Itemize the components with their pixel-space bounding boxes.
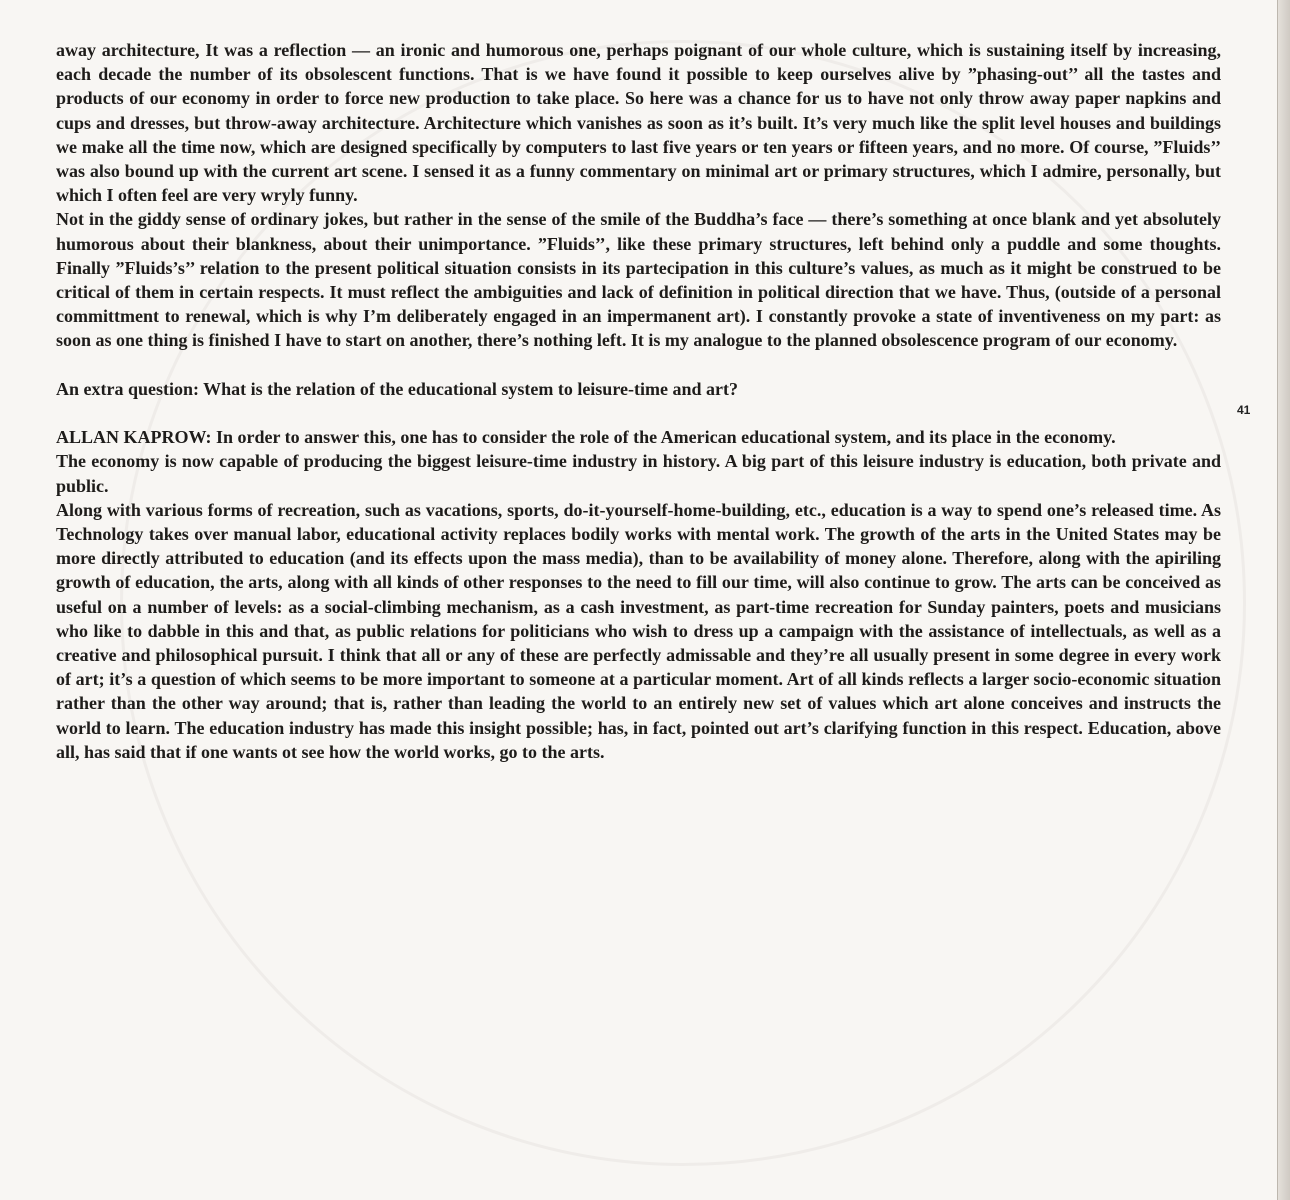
interview-question: An extra question: What is the relation of the educational system to leisure-time and art?	[56, 378, 738, 399]
paragraph-fluids-architecture: away architecture, It was a reflection — an ironic and humorous one, perhaps poignant of our whole culture, which is sustaining itself by increasing, each decade the number of its obsolescent functions. That is we have found it possible to keep ourselves alive by ”phasing-out’’ all the tastes and products of our economy in order to force new production to take place. So here was a chance for us to have not only throw away paper napkins and cups and dresses, but throw-away architecture. Architecture which vanishes as soon as it’s built. It’s very much like the split level houses and buildings we make all the time now, which are designed specifically by computers to last five years or ten years or fifteen years, and no more. Of course, ”Fluids’’ was also bound up with the current art scene. I sensed it as a funny commentary on minimal art or primary structures, which I admire, personally, but which I often feel are very wryly funny.	[56, 40, 1221, 206]
spacer	[56, 353, 1221, 377]
paragraph-fluids-buddha: Not in the giddy sense of ordinary jokes, but rather in the sense of the smile of the Buddha’s face — there’s something at once blank and yet absolutely humorous about their blankness, about their unimportance. ”Fluids’’, like these primary structures, left behind only a puddle and some thoughts. Finally ”Fluids’s’’ relation to the present political situation consists in its partecipation in this culture’s values, as much as it might be construed to be critical of them in certain respects. It must reflect the ambiguities and lack of definition in political direction that we have. Thus, (outside of a personal committment to renewal, which is why I’m deliberately engaged in an impermanent art). I constantly provoke a state of inventiveness on my part: as soon as one thing is finished I have to start on another, there’s nothing left. It is my analogue to the planned obsolescence program of our economy.	[56, 209, 1221, 351]
kaprow-answer: ALLAN KAPROW: In order to answer this, one has to consider the role of the American educational system, and its place in the economy.	[56, 427, 1116, 448]
paragraph-leisure-industry: The economy is now capable of producing the biggest leisure-time industry in history. A big part of this leisure industry is education, both private and public.	[56, 451, 1221, 496]
page-number: 41	[1237, 403, 1251, 417]
paragraph-education-arts: Along with various forms of recreation, such as vacations, sports, do-it-yourself-home-building, etc., education is a way to spend one’s released time. As Technology takes over manual labor, educational activity replaces bodily works with mental work. The growth of the arts in the United States may be more directly attributed to education (and its effects upon the mass media), than to be availability of money alone. Therefore, along with the apiriling growth of education, the arts, along with all kinds of other responses to the need to fill our time, will also continue to grow. The arts can be conceived as useful on a number of levels: as a social-climbing mechanism, as a cash investment, as part-time recreation for Sunday painters, poets and musicians who like to dabble in this and that, as public relations for politicians who wish to dress up a campaign with the assistance of intellectuals, as well as a creative and philosophical pursuit. I think that all or any of these are perfectly admissable and they’re all usually present in some degree in every work of art; it’s a question of which seems to be more important to someone at a particular moment. Art of all kinds reflects a larger socio-economic situation rather than the other way around; that is, rather than leading the world to an entirely new set of values which art alone conceives and instructs the world to learn. The education industry has made this insight possible; has, in fact, pointed out art’s clarifying function in this respect. Education, above all, has said that if one wants ot see how the world works, go to the arts.	[56, 499, 1221, 762]
spacer	[56, 401, 1221, 425]
page-edge	[1277, 0, 1290, 1200]
body-text	[56, 38, 1221, 764]
